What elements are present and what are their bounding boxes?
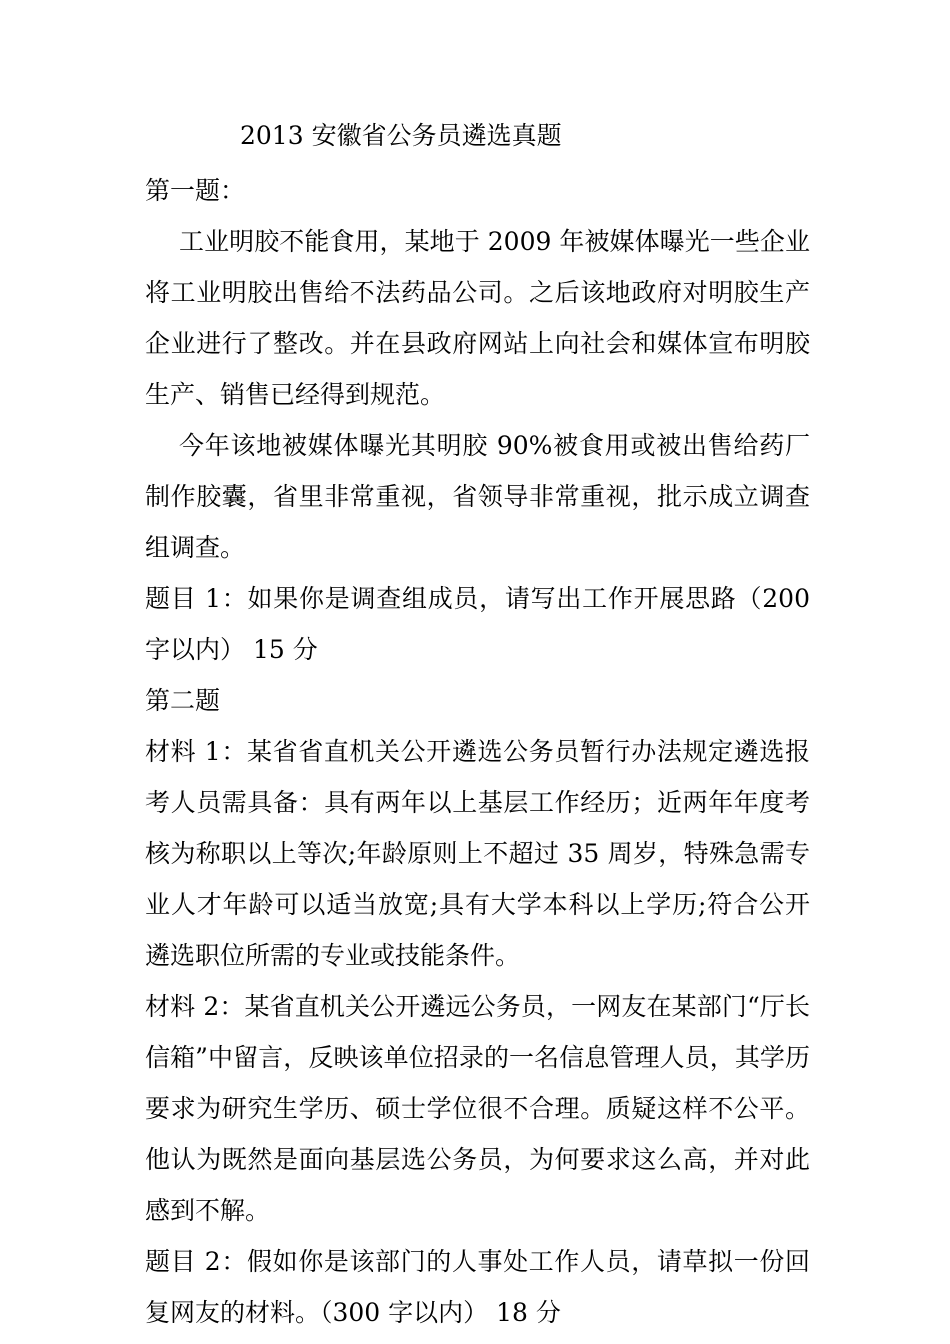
document-title: 2013 安徽省公务员遴选真题 — [240, 121, 562, 150]
paragraph: 今年该地被媒体曝光其明胶 90%被食用或被出售给药厂制作胶囊，省里非常重视，省领导非常重视，批示成立调查组调查。 — [145, 431, 810, 562]
document-body — [145, 165, 810, 1338]
material-2: 材料 2：某省直机关公开遴远公务员，一网友在某部门“厅长信箱”中留言，反映该单位招录的一名信息管理人员，其学历要求为研究生学历、硕士学位很不合理。质疑这样不公平。他认为既然是面向基层选公务员，为何要求这么高，并对此感到不解。 — [145, 992, 810, 1225]
question-2: 题目 2：假如你是该部门的人事处工作人员，请草拟一份回复网友的材料。（300 字以内） 18 分 — [145, 1247, 810, 1327]
section-heading-1: 第一题： — [145, 176, 246, 205]
material-1: 材料 1：某省省直机关公开遴选公务员暂行办法规定遴选报考人员需具备：具有两年以上基层工作经历；近两年年度考核为称职以上等次;年龄原则上不超过 35 周岁，特殊急需专业人才年龄可以适当放宽;具有大学本科以上学历;符合公开遴选职位所需的专业或技能条件。 — [145, 737, 810, 970]
section-heading-2: 第二题 — [145, 686, 221, 715]
paragraph: 工业明胶不能食用，某地于 2009 年被媒体曝光一些企业将工业明胶出售给不法药品公司。之后该地政府对明胶生产企业进行了整改。并在县政府网站上向社会和媒体宣布明胶生产、销售已经得到规范。 — [145, 227, 810, 409]
question-1: 题目 1：如果你是调查组成员，请写出工作开展思路（200 字以内） 15 分 — [145, 584, 810, 664]
